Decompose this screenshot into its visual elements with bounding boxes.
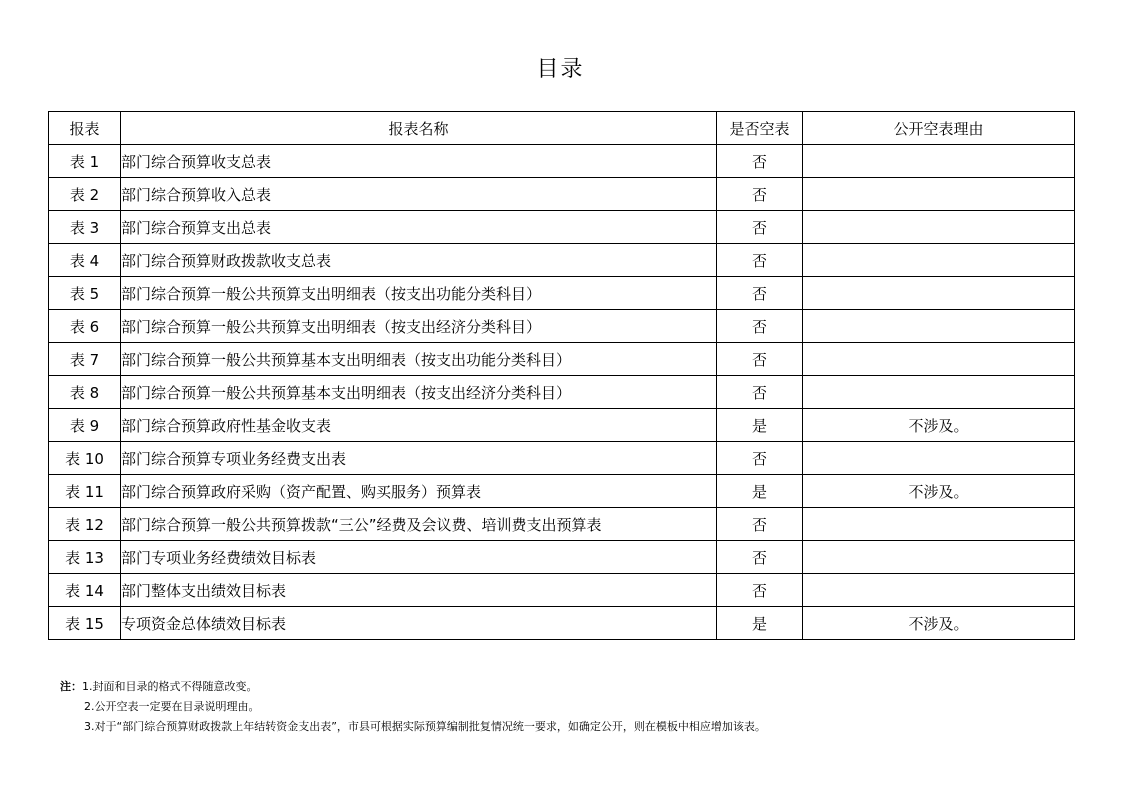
cell-empty-reason	[803, 541, 1075, 574]
cell-empty-reason: 不涉及。	[803, 607, 1075, 640]
cell-table-no: 表 7	[49, 343, 121, 376]
table-row	[49, 310, 1075, 343]
cell-empty-reason: 不涉及。	[803, 475, 1075, 508]
cell-table-no: 表 1	[49, 145, 121, 178]
cell-is-empty: 是	[717, 607, 803, 640]
note-line	[60, 677, 766, 697]
cell-table-no: 表 15	[49, 607, 121, 640]
cell-empty-reason	[803, 442, 1075, 475]
cell-is-empty: 是	[717, 409, 803, 442]
header-is-empty: 是否空表	[717, 112, 803, 145]
note-item: 3.对于“部门综合预算财政拨款上年结转资金支出表”，市县可根据实际预算编制批复情况统一要求，如确定公开，则在模板中相应增加该表。	[84, 720, 766, 733]
table-header-row	[49, 112, 1075, 145]
table-row	[49, 442, 1075, 475]
cell-table-name: 部门综合预算一般公共预算拨款“三公”经费及会议费、培训费支出预算表	[121, 508, 717, 541]
notes-section	[60, 677, 766, 737]
cell-table-name: 部门综合预算财政拨款收支总表	[121, 244, 717, 277]
cell-table-name: 部门综合预算一般公共预算基本支出明细表（按支出功能分类科目）	[121, 343, 717, 376]
note-line	[60, 697, 766, 717]
cell-empty-reason	[803, 277, 1075, 310]
header-table-name: 报表名称	[121, 112, 717, 145]
cell-table-name: 专项资金总体绩效目标表	[121, 607, 717, 640]
table-row	[49, 574, 1075, 607]
cell-is-empty: 否	[717, 508, 803, 541]
cell-empty-reason: 不涉及。	[803, 409, 1075, 442]
note-line	[60, 717, 766, 737]
cell-table-no: 表 5	[49, 277, 121, 310]
cell-table-no: 表 11	[49, 475, 121, 508]
cell-is-empty: 否	[717, 145, 803, 178]
cell-table-name: 部门综合预算一般公共预算支出明细表（按支出功能分类科目）	[121, 277, 717, 310]
note-item: 1.封面和目录的格式不得随意改变。	[82, 680, 258, 693]
header-table-no: 报表	[49, 112, 121, 145]
cell-table-name: 部门整体支出绩效目标表	[121, 574, 717, 607]
table-row	[49, 343, 1075, 376]
cell-empty-reason	[803, 211, 1075, 244]
cell-is-empty: 否	[717, 211, 803, 244]
cell-empty-reason	[803, 508, 1075, 541]
cell-empty-reason	[803, 244, 1075, 277]
cell-table-no: 表 10	[49, 442, 121, 475]
cell-is-empty: 否	[717, 376, 803, 409]
catalog-table	[48, 111, 1075, 640]
cell-table-no: 表 13	[49, 541, 121, 574]
table-row	[49, 409, 1075, 442]
table-row	[49, 475, 1075, 508]
cell-is-empty: 否	[717, 442, 803, 475]
header-empty-reason: 公开空表理由	[803, 112, 1075, 145]
cell-empty-reason	[803, 178, 1075, 211]
table-row	[49, 376, 1075, 409]
cell-table-name: 部门综合预算支出总表	[121, 211, 717, 244]
cell-is-empty: 是	[717, 475, 803, 508]
cell-is-empty: 否	[717, 574, 803, 607]
cell-is-empty: 否	[717, 178, 803, 211]
cell-table-name: 部门综合预算收入总表	[121, 178, 717, 211]
table-row	[49, 607, 1075, 640]
note-label: 注：	[60, 680, 82, 693]
cell-table-name: 部门综合预算一般公共预算支出明细表（按支出经济分类科目）	[121, 310, 717, 343]
table-row	[49, 211, 1075, 244]
cell-table-name: 部门综合预算专项业务经费支出表	[121, 442, 717, 475]
cell-table-no: 表 9	[49, 409, 121, 442]
cell-is-empty: 否	[717, 343, 803, 376]
table-row	[49, 178, 1075, 211]
cell-table-name: 部门综合预算政府性基金收支表	[121, 409, 717, 442]
cell-table-no: 表 8	[49, 376, 121, 409]
cell-table-no: 表 4	[49, 244, 121, 277]
cell-empty-reason	[803, 574, 1075, 607]
cell-table-name: 部门综合预算一般公共预算基本支出明细表（按支出经济分类科目）	[121, 376, 717, 409]
cell-table-no: 表 2	[49, 178, 121, 211]
cell-table-no: 表 12	[49, 508, 121, 541]
page-title: 目录	[536, 57, 585, 82]
cell-is-empty: 否	[717, 541, 803, 574]
cell-empty-reason	[803, 343, 1075, 376]
table-row	[49, 277, 1075, 310]
table-row	[49, 508, 1075, 541]
table-row	[49, 244, 1075, 277]
cell-empty-reason	[803, 310, 1075, 343]
table-row	[49, 145, 1075, 178]
note-item: 2.公开空表一定要在目录说明理由。	[84, 700, 260, 713]
cell-table-name: 部门专项业务经费绩效目标表	[121, 541, 717, 574]
cell-table-name: 部门综合预算政府采购（资产配置、购买服务）预算表	[121, 475, 717, 508]
cell-empty-reason	[803, 145, 1075, 178]
cell-table-name: 部门综合预算收支总表	[121, 145, 717, 178]
cell-table-no: 表 6	[49, 310, 121, 343]
table-row	[49, 541, 1075, 574]
cell-is-empty: 否	[717, 244, 803, 277]
cell-is-empty: 否	[717, 310, 803, 343]
cell-table-no: 表 14	[49, 574, 121, 607]
cell-empty-reason	[803, 376, 1075, 409]
cell-table-no: 表 3	[49, 211, 121, 244]
cell-is-empty: 否	[717, 277, 803, 310]
